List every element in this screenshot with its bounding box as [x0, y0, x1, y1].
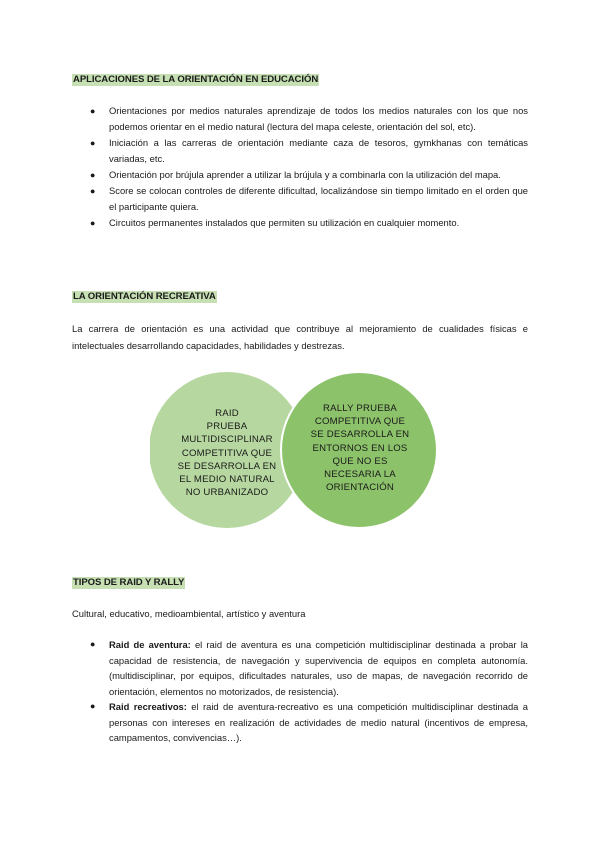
- venn-text-raid: RAID PRUEBA MULTIDISCIPLINAR COMPETITIVA QUE SE DESARROLLA EN EL MEDIO NATURAL NO URBANIZADO: [177, 408, 277, 499]
- term-raid-aventura: Raid de aventura:: [109, 639, 191, 650]
- list-item: ● Raid de aventura: el raid de aventura es una competición multidisciplinar destinada a probar la capacidad de resistencia, de navegación y supervivencia de equipos en completa autonomía. (multidisciplinar, por equipos, dificultades naturales, uso de mapas, de navegación recorrido de orientación, elementos no motorizados, de resistencia).: [90, 639, 528, 697]
- bullet-icon: ●: [90, 106, 96, 116]
- paragraph-recreativa: La carrera de orientación es una actividad que contribuye al mejoramiento de cualidades físicas e intelectuales desarrollando capacidades, habilidades y destrezas.: [72, 323, 528, 351]
- bullet-icon: ●: [90, 138, 96, 148]
- bullet-icon: ●: [90, 639, 96, 649]
- term-raid-recreativos: Raid recreativos:: [109, 701, 187, 712]
- list-item: ● Orientación por brújula aprender a utilizar la brújula y a combinarla con la utilización del mapa.: [72, 167, 528, 183]
- heading-tipos: TIPOS DE RAID Y RALLY: [73, 577, 185, 588]
- list-item: ● Score se colocan controles de diferente dificultad, localizándose sin tiempo limitado en el orden que el participante quiera.: [90, 185, 528, 212]
- list-item: ● Orientaciones por medios naturales aprendizaje de todos los medios naturales con los que nos podemos orientar en el medio natural (lectura del mapa celeste, orientación del sol, etc).: [90, 105, 528, 132]
- paragraph-tipos: Cultural, educativo, medioambiental, artístico y aventura: [72, 608, 306, 619]
- list-item: ● Iniciación a las carreras de orientación mediante caza de tesoros, gymkhanas con temáticas variadas, etc.: [90, 137, 528, 164]
- list-aplicaciones: [72, 103, 528, 231]
- bullet-icon: ●: [90, 701, 96, 711]
- bullet-icon: ●: [90, 170, 96, 180]
- heading-aplicaciones: APLICACIONES DE LA ORIENTACIÓN EN EDUCACIÓN: [73, 74, 319, 85]
- bullet-icon: ●: [90, 186, 96, 196]
- venn-text-rally: RALLY PRUEBA COMPETITIVA QUE SE DESARROLLA EN ENTORNOS EN LOS QUE NO ES NECESARIA LA ORIENTACIÓN: [310, 403, 410, 494]
- list-item: ● Raid recreativos: el raid de aventura-recreativo es una competición multidisciplinar destinada a personas con intereses en realización de actividades de medio natural (incentivos de empresa, campamentos, convivencias…).: [90, 701, 529, 743]
- heading-recreativa: LA ORIENTACIÓN RECREATIVA: [73, 291, 216, 302]
- list-item: ● Circuitos permanentes instalados que permiten su utilización en cualquier momento.: [72, 215, 528, 231]
- bullet-icon: ●: [90, 218, 96, 228]
- list-tipos: [72, 637, 528, 746]
- venn-diagram: [150, 362, 460, 542]
